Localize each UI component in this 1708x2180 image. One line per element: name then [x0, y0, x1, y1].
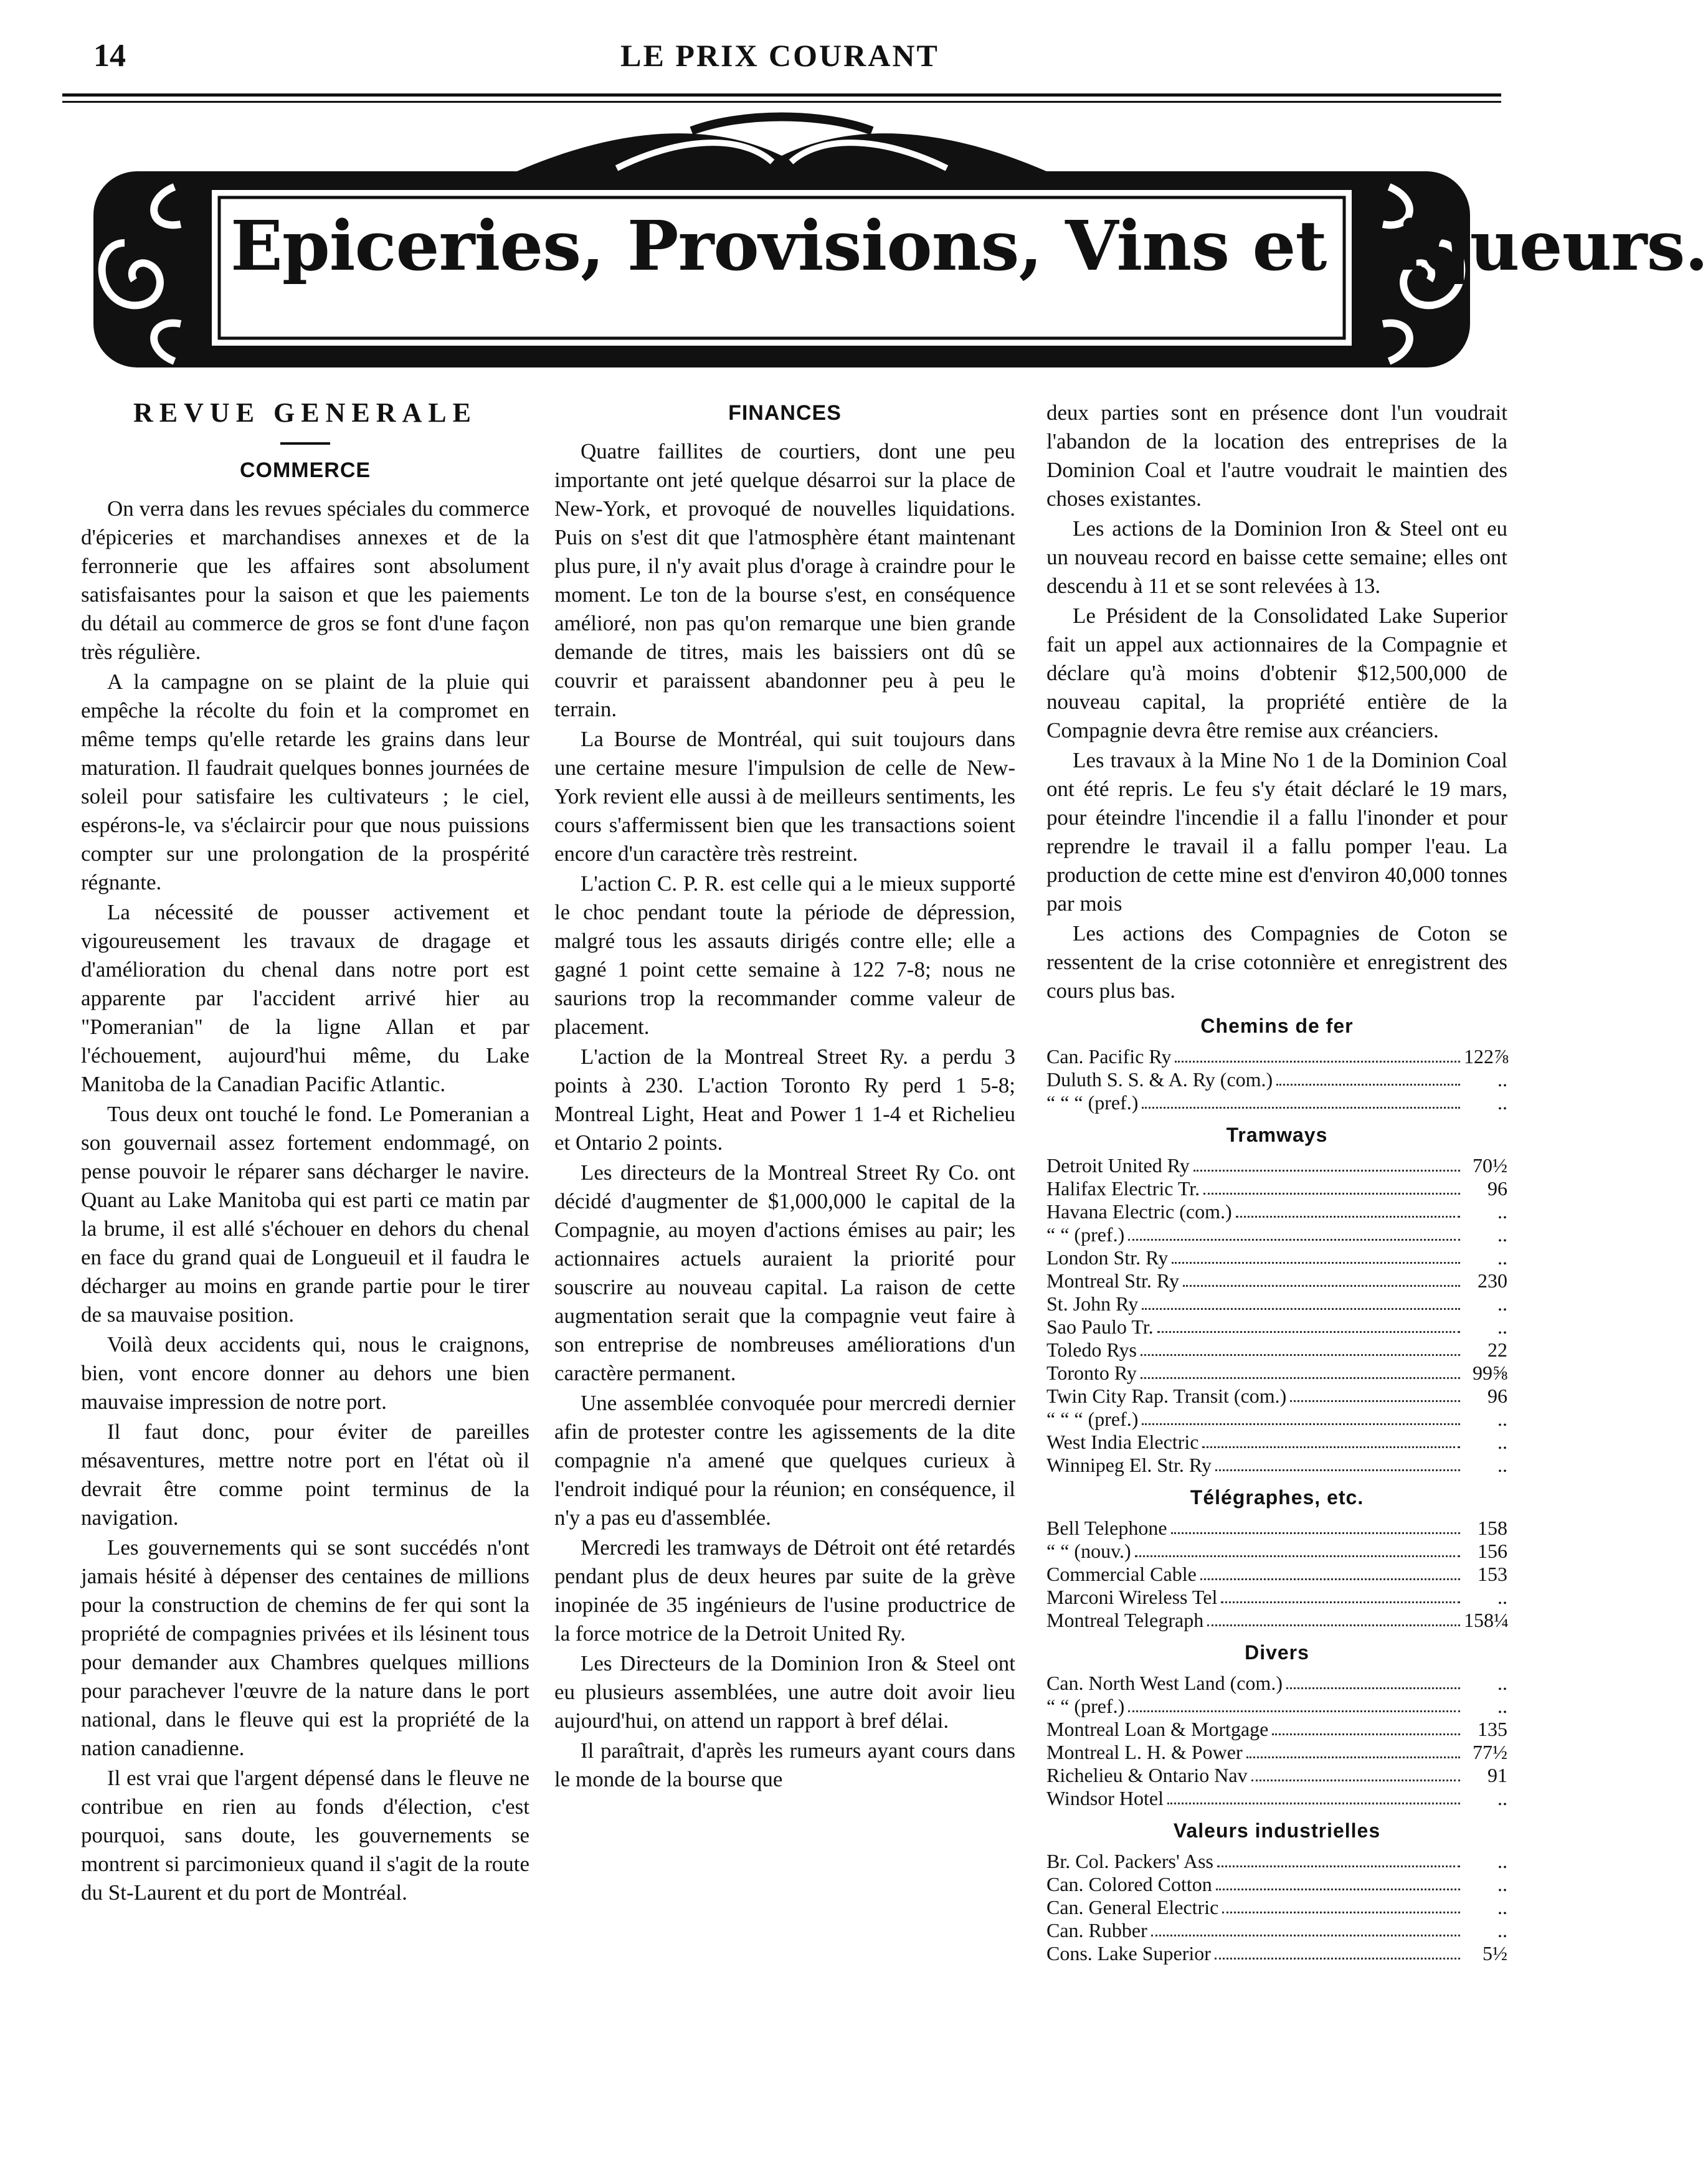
stock-price: 5½ — [1483, 1942, 1507, 1964]
stock-name: “ “ “ (pref.) — [1046, 1408, 1139, 1430]
leader-dots — [1222, 1912, 1460, 1913]
leader-dots — [1286, 1687, 1460, 1689]
table-heading: Divers — [1245, 1641, 1309, 1664]
leader-dots — [1215, 1469, 1460, 1471]
paragraph: Tous deux ont touché le fond. Le Pomeranian a son gouvernail assez fortement endommagé, on pense pouvoir le réparer sans décharger le navire. Quant au Lake Manitoba qui est parti ce matin par la brume, il est allé s'échouer en dehors du chenal en face du grand quai de Longueuil et il faudra le décharger au moins en grande partie pour le tirer de sa mauvaise position. — [81, 1102, 529, 1327]
stock-name: Cons. Lake Superior — [1046, 1942, 1211, 1964]
stock-price: .. — [1497, 1223, 1507, 1246]
table-row — [1046, 1431, 1507, 1454]
leader-dots — [1200, 1578, 1460, 1580]
stock-name: Halifax Electric Tr. — [1046, 1177, 1200, 1200]
stock-price: .. — [1497, 1408, 1507, 1430]
table-heading: Télégraphes, etc. — [1190, 1486, 1364, 1509]
paragraph: Les directeurs de la Montreal Street Ry Co. ont décidé d'augmenter de $1,000,000 le capital de la Compagnie, au moyen d'actions émises au pair; les actionnaires actuels auraient la priorité pour souscrire au nouveau capital. La raison de cette augmentation serait que la compagnie veut faire à son entreprise de nombreuses améliorations d'un caractère permanent. — [554, 1160, 1015, 1385]
paragraph: Les Directeurs de la Dominion Iron & Steel ont eu plusieurs assemblées, une autre doit avoir lieu aujourd'hui, on attend un rapport à bref délai. — [554, 1651, 1015, 1733]
stock-name: Sao Paulo Tr. — [1046, 1315, 1154, 1338]
stock-name: Br. Col. Packers' Ass — [1046, 1850, 1213, 1872]
stock-price: 99⅝ — [1473, 1362, 1507, 1384]
leader-dots — [1135, 1555, 1460, 1557]
stock-name: Detroit United Ry — [1046, 1154, 1190, 1177]
table-row — [1046, 1850, 1507, 1873]
stock-name: Richelieu & Ontario Nav — [1046, 1764, 1248, 1786]
journal-title: LE PRIX COURANT — [620, 38, 939, 73]
stock-name: Windsor Hotel — [1046, 1787, 1164, 1809]
stock-price: .. — [1497, 1672, 1507, 1694]
subsection-heading: COMMERCE — [239, 458, 371, 482]
paragraph: Mercredi les tramways de Détroit ont été retardés pendant plus de deux heures par suite de la grève inopinée de 35 ingénieurs de l'usine productrice de la force motrice de la Detroit United Ry. — [554, 1535, 1015, 1646]
stock-price: .. — [1497, 1091, 1507, 1114]
stock-price: 135 — [1478, 1718, 1507, 1740]
stock-price: .. — [1497, 1896, 1507, 1918]
table-row — [1046, 1385, 1507, 1408]
table-row — [1046, 1246, 1507, 1269]
table-row — [1046, 1292, 1507, 1315]
leader-dots — [1141, 1377, 1460, 1379]
leader-dots — [1183, 1285, 1460, 1287]
stock-price: .. — [1497, 1787, 1507, 1809]
page-number: 14 — [93, 38, 126, 73]
table-row — [1046, 1672, 1507, 1695]
paragraph: Quatre faillites de courtiers, dont une peu importante ont jeté quelque désarroi sur la place de New-York, et provoqué de nouvelles liquidations. Puis on s'est dit que l'atmosphère étant maintenant plus pure, il n'y avait plus d'orage à craindre pour le moment. Le ton de la bourse s'est, en conséquence amélioré, non pas qu'on remarque une bien grande demande de titres, mais les baissiers ont dû se couvrir et paraissent abandonner peu à peu le terrain. — [554, 439, 1015, 721]
table-row — [1046, 1919, 1507, 1942]
paragraph: Une assemblée convoquée pour mercredi dernier afin de protester contre les agissements de la dite compagnie n'a amené que quelques curieux à l'endroit indiqué pour la réunion; en conséquence, il n'y a pas eu d'assemblée. — [554, 1391, 1015, 1530]
table-row — [1046, 1540, 1507, 1563]
leader-dots — [1216, 1889, 1460, 1890]
paragraph: Voilà deux accidents qui, nous le craignons, bien, vont encore donner au dehors une bien mauvaise impression de notre port. — [81, 1332, 529, 1414]
leader-dots — [1128, 1239, 1460, 1241]
table-row — [1046, 1586, 1507, 1609]
heading-divider — [280, 442, 330, 445]
stock-name: “ “ (pref.) — [1046, 1223, 1125, 1246]
stock-name: Can. General Electric — [1046, 1896, 1219, 1918]
stock-price: .. — [1497, 1246, 1507, 1269]
stock-price: .. — [1497, 1200, 1507, 1223]
table-row — [1046, 1741, 1507, 1764]
paragraph: Il faut donc, pour éviter de pareilles mésaventures, mettre notre port en l'état où il devrait être comme point terminus de la navigation. — [81, 1419, 529, 1530]
column-finances-continued — [1046, 399, 1507, 1965]
leader-dots — [1202, 1446, 1460, 1448]
leader-dots — [1175, 1061, 1460, 1063]
leader-dots — [1221, 1601, 1460, 1603]
stock-name: Winnipeg El. Str. Ry — [1046, 1454, 1212, 1476]
stock-name: London Str. Ry — [1046, 1246, 1169, 1269]
table-row — [1046, 1764, 1507, 1787]
paragraph: L'action C. P. R. est celle qui a le mieux supporté le choc pendant toute la période de dépression, malgré tous les assauts dirigés contre elle; elle a gagné 1 point cette semaine à 122 7-8; nous ne saurions trop la recommander comme valeur de placement. — [554, 871, 1015, 1039]
stock-price: 122⅞ — [1464, 1045, 1509, 1068]
leader-dots — [1251, 1780, 1460, 1781]
leader-dots — [1193, 1170, 1460, 1172]
stock-name: Montreal Telegraph — [1046, 1609, 1204, 1631]
paragraph: A la campagne on se plaint de la pluie qui empêche la récolte du foin et la compromet en même temps qu'elle retarde les grains dans leur maturation. Il faudrait quelques bonnes journées de soleil pour satisfaire les cultivateurs ; le ciel, espérons-le, va s'éclaircir pour que nous puissions compter sur une prolongation de la prospérité régnante. — [81, 670, 529, 894]
leader-dots — [1142, 1423, 1460, 1425]
stock-name: Duluth S. S. & A. Ry (com.) — [1046, 1068, 1273, 1091]
section-banner-title: Epiceries, Provisions, Vins et Liqueurs. — [230, 206, 1708, 286]
stock-name: Bell Telephone — [1046, 1517, 1167, 1539]
leader-dots — [1151, 1935, 1460, 1936]
table-heading: Chemins de fer — [1200, 1015, 1354, 1037]
stock-price: 91 — [1487, 1764, 1507, 1786]
leader-dots — [1290, 1400, 1460, 1402]
leader-dots — [1215, 1958, 1460, 1960]
leader-dots — [1246, 1756, 1460, 1758]
table-row — [1046, 1454, 1507, 1477]
table-row — [1046, 1154, 1507, 1177]
stock-price: .. — [1497, 1873, 1507, 1895]
table-row — [1046, 1942, 1507, 1965]
table-row — [1046, 1223, 1507, 1246]
stock-name: “ “ (nouv.) — [1046, 1540, 1131, 1562]
table-row — [1046, 1517, 1507, 1540]
stock-price: 156 — [1478, 1540, 1507, 1562]
leader-dots — [1276, 1084, 1460, 1086]
stock-name: Can. Pacific Ry — [1046, 1045, 1172, 1068]
stock-price: 96 — [1487, 1385, 1507, 1407]
table-row — [1046, 1873, 1507, 1896]
table-row — [1046, 1362, 1507, 1385]
leader-dots — [1141, 1354, 1460, 1356]
stock-name: St. John Ry — [1046, 1292, 1139, 1315]
stock-price: .. — [1497, 1454, 1507, 1476]
leader-dots — [1142, 1107, 1460, 1109]
column-revue-generale — [81, 399, 529, 1908]
stock-price: .. — [1497, 1292, 1507, 1315]
leader-dots — [1157, 1331, 1460, 1333]
stock-price: 96 — [1487, 1177, 1507, 1200]
stock-price: .. — [1497, 1315, 1507, 1338]
stock-price: 158¼ — [1464, 1609, 1509, 1631]
stock-name: “ “ “ (pref.) — [1046, 1091, 1139, 1114]
leader-dots — [1171, 1532, 1460, 1534]
paragraph: Les travaux à la Mine No 1 de la Dominion Coal ont été repris. Le feu s'y était déclaré le 19 mars, pour éteindre l'incendie il a fallu l'inonder et pour reprendre le travail il a fallu pomper l'eau. La production de cette mine est d'environ 40,000 tonnes par mois — [1046, 748, 1507, 916]
stock-price: 153 — [1478, 1563, 1507, 1585]
table-row — [1046, 1609, 1507, 1632]
leader-dots — [1217, 1865, 1460, 1867]
leader-dots — [1142, 1308, 1460, 1310]
table-row — [1046, 1718, 1507, 1741]
stock-name: Montreal Str. Ry — [1046, 1269, 1179, 1292]
paragraph: deux parties sont en présence dont l'un voudrait l'abandon de la location des entreprises de la Dominion Coal et l'autre voudrait le maintien des choses existantes. — [1046, 400, 1507, 511]
paragraph: Il est vrai que l'argent dépensé dans le fleuve ne contribue en rien au fonds d'élection, c'est pourquoi, sans doute, les gouvernements se montrent si parcimonieux quand il s'agit de la route du St-Laurent et du port de Montréal. — [81, 1766, 529, 1905]
stock-name: Commercial Cable — [1046, 1563, 1197, 1585]
leader-dots — [1203, 1193, 1460, 1195]
table-row — [1046, 1315, 1507, 1339]
header-rule-top — [62, 93, 1501, 97]
column-finances — [554, 399, 1015, 1795]
table-heading: Tramways — [1226, 1124, 1328, 1146]
leader-dots — [1272, 1733, 1460, 1735]
stock-price: 77½ — [1473, 1741, 1507, 1763]
stock-name: Toledo Rys — [1046, 1339, 1137, 1361]
table-row — [1046, 1896, 1507, 1919]
paragraph: On verra dans les revues spéciales du commerce d'épiceries et marchandises annexes et de la ferronnerie que les affaires sont absolument satisfaisantes pour la saison et que les paiements du détail au commerce de gros se font d'une façon très régulière. — [81, 496, 529, 664]
paragraph: Les actions de la Dominion Iron & Steel ont eu un nouveau record en baisse cette semaine; elles ont descendu à 11 et se sont relevées à 13. — [1046, 516, 1507, 598]
table-heading: Valeurs industrielles — [1173, 1819, 1381, 1842]
stock-name: Marconi Wireless Tel — [1046, 1586, 1218, 1608]
paragraph: Il paraîtrait, d'après les rumeurs ayant cours dans le monde de la bourse que — [554, 1738, 1015, 1791]
stock-price: .. — [1497, 1068, 1507, 1091]
paragraph: La Bourse de Montréal, qui suit toujours dans une certaine mesure l'impulsion de celle de New-York revient elle aussi à de meilleurs sentiments, les cours s'affermissent bien que les transactions soient encore d'un caractère très restreint. — [554, 727, 1015, 866]
section-heading: REVUE GENERALE — [133, 397, 477, 428]
stock-name: West India Electric — [1046, 1431, 1199, 1453]
stock-price: 70½ — [1473, 1154, 1507, 1177]
leader-dots — [1128, 1710, 1460, 1712]
stock-name: Can. Colored Cotton — [1046, 1873, 1212, 1895]
stock-price: .. — [1497, 1919, 1507, 1941]
table-row — [1046, 1200, 1507, 1223]
table-row — [1046, 1787, 1507, 1810]
table-row — [1046, 1695, 1507, 1718]
paragraph: Les actions des Compagnies de Coton se ressentent de la crise cotonnière et enregistrent des cours plus bas. — [1046, 921, 1507, 1003]
table-row — [1046, 1068, 1507, 1091]
table-row — [1046, 1045, 1507, 1068]
stock-name: “ “ (pref.) — [1046, 1695, 1125, 1717]
stock-name: Twin City Rap. Transit (com.) — [1046, 1385, 1287, 1407]
header-rule-bottom — [62, 101, 1501, 103]
table-row — [1046, 1408, 1507, 1431]
stock-name: Toronto Ry — [1046, 1362, 1137, 1384]
leader-dots — [1236, 1216, 1460, 1218]
stock-price: 230 — [1478, 1269, 1507, 1292]
table-row — [1046, 1269, 1507, 1292]
stock-name: Havana Electric (com.) — [1046, 1200, 1232, 1223]
table-row — [1046, 1091, 1507, 1114]
stock-price: .. — [1497, 1431, 1507, 1453]
paragraph: La nécessité de pousser activement et vigoureusement les travaux de dragage et d'amélioration du chenal dans notre port est apparente par l'accident arrivé hier au "Pomeranian" de la ligne Allan et par l'échouement, aujourd'hui même, du Lake Manitoba de la Canadian Pacific Atlantic. — [81, 900, 529, 1096]
table-row — [1046, 1563, 1507, 1586]
leader-dots — [1207, 1624, 1460, 1626]
stock-price: .. — [1497, 1695, 1507, 1717]
stock-name: Montreal L. H. & Power — [1046, 1741, 1243, 1763]
leader-dots — [1172, 1262, 1460, 1264]
stock-price: 22 — [1487, 1339, 1507, 1361]
table-row — [1046, 1177, 1507, 1200]
stock-price: .. — [1497, 1850, 1507, 1872]
stock-name: Can. Rubber — [1046, 1919, 1147, 1941]
stock-name: Can. North West Land (com.) — [1046, 1672, 1283, 1694]
paragraph: L'action de la Montreal Street Ry. a perdu 3 points à 230. L'action Toronto Ry perd 1 5-8; Montreal Light, Heat and Power 1 1-4 et Richelieu et Ontario 2 points. — [554, 1045, 1015, 1155]
paragraph: Les gouvernements qui se sont succédés n'ont jamais hésité à dépenser des centaines de millions pour la construction de chemins de fer qui sont la propriété de compagnies privées et ils lésinent tous pour demander aux Chambres quelques millions pour parachever l'œuvre de la nature dans le port national, dans le fleuve qui est la propriété de la nation canadienne. — [81, 1535, 529, 1760]
leader-dots — [1167, 1803, 1460, 1804]
table-row — [1046, 1339, 1507, 1362]
stock-price: 158 — [1478, 1517, 1507, 1539]
paragraph: Le Président de la Consolidated Lake Superior fait un appel aux actionnaires de la Compagnie et déclare qu'à moins d'obtenir $12,500,000 de nouveau capital, la propriété entière de la Compagnie devra être remise aux créanciers. — [1046, 604, 1507, 742]
section-heading: FINANCES — [728, 401, 842, 425]
stock-price: .. — [1497, 1586, 1507, 1608]
stock-name: Montreal Loan & Mortgage — [1046, 1718, 1269, 1740]
